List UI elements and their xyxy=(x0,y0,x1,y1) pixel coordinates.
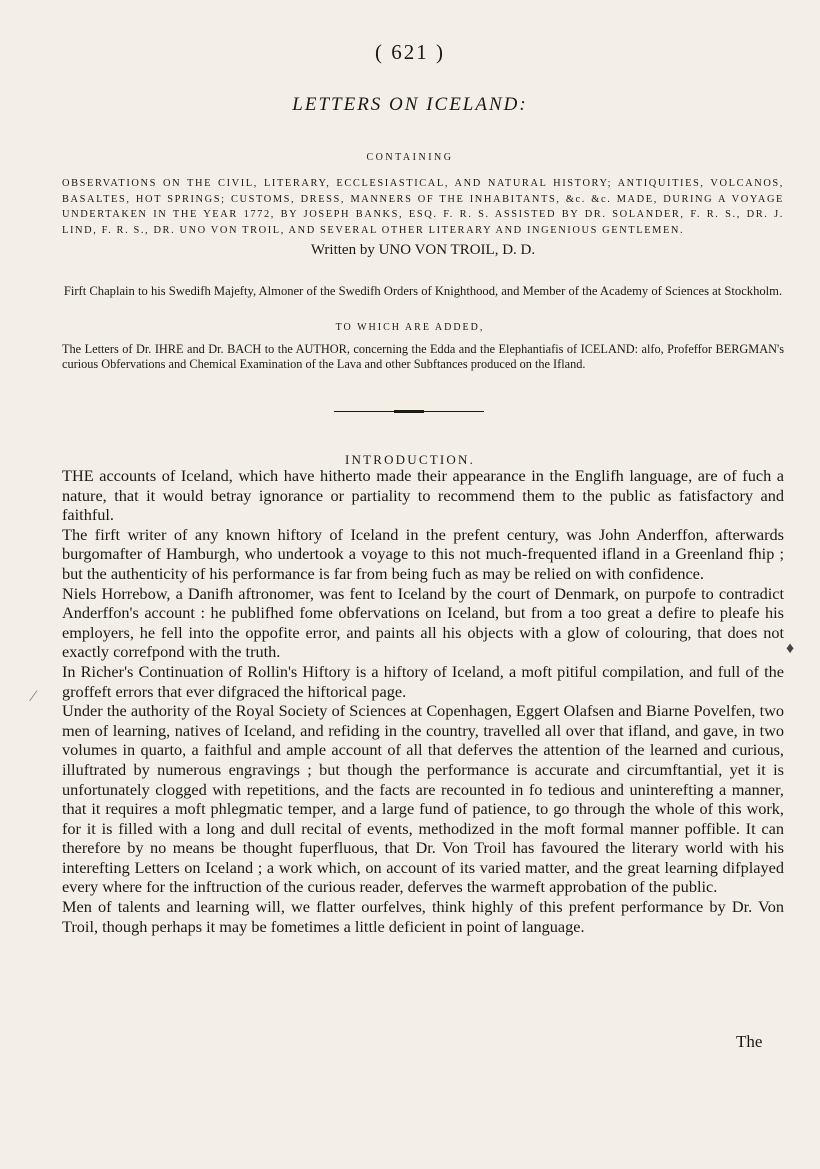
ornamental-rule xyxy=(334,410,484,413)
paragraph: The firft writer of any known hiftory of Iceland in the prefent century, was John Anderffon, afterwards burgomafter of Hamburgh, who undertook a voyage to this not much-frequented ifland in a Greenland fhip ; but the authenticity of his performance is far from being fuch as may be relied on with confidence. xyxy=(62,524,784,583)
paragraph: THE accounts of Iceland, which have hitherto made their appearance in the Englifh language, are of fuch a nature, that it would betray ignorance or partiality to recommend them to the public as fatisfactory and faithful. xyxy=(62,466,784,525)
author-credentials: Firft Chaplain to his Swedifh Majefty, Almoner of the Swedifh Orders of Knighthood, and Member of the Academy of Sciences at Stockholm. xyxy=(63,284,783,298)
margin-mark: ♦ xyxy=(786,640,795,657)
introduction-heading: INTRODUCTION. xyxy=(344,452,476,467)
margin-mark: ⁄ xyxy=(32,688,35,705)
added-heading: TO WHICH ARE ADDED, xyxy=(335,322,485,333)
catchword: The xyxy=(736,1032,763,1051)
author-line: Written by UNO VON TROIL, D. D. xyxy=(310,242,536,258)
containing-label: CONTAINING xyxy=(366,152,454,163)
page-number: ( 621 ) xyxy=(375,40,445,64)
paragraph: Men of talents and learning will, we flatter ourfelves, think highly of this prefent performance by Dr. Von Troil, though perhaps it may be fometimes a little deficient in point of language. xyxy=(62,897,784,936)
page-title: LETTERS ON ICELAND: xyxy=(292,94,528,115)
subtitle-text: OBSERVATIONS ON THE CIVIL, LITERARY, ECCLESIASTICAL, AND NATURAL HISTORY; ANTIQUITIES, VOLCANOS, BASALTES, HOT SPRINGS; CUSTOMS, DRESS, MANNERS OF THE INHABITANTS, &c. &c. MADE, DURING A VOYAGE UNDERTAKEN IN THE YEAR 1772, BY JOSEPH BANKS, ESQ. F. R. S. ASSISTED BY DR. SOLANDER, F. R. S., DR. J. LIND, F. R. S., DR. UNO VON TROIL, AND SEVERAL OTHER LITERARY AND INGENIOUS GENTLEMEN. xyxy=(62,178,784,236)
introduction-body xyxy=(62,466,784,936)
paragraph: Niels Horrebow, a Danifh aftronomer, was fent to Iceland by the court of Denmark, on purpofe to contradict Anderffon's account : he publifhed fome obfervations on Iceland, but from a too great a defire to pleafe his employers, he fell into the oppofite error, and paints all his objects with a glow of colouring, that does not exactly correfpond with the truth. xyxy=(62,583,784,662)
paragraph: In Richer's Continuation of Rollin's Hiftory is a hiftory of Iceland, a moft pitiful compilation, and full of the groffeft errors that ever difgraced the hiftorical page. xyxy=(62,661,784,701)
added-letters-text: The Letters of Dr. IHRE and Dr. BACH to the AUTHOR, concerning the Edda and the Elephantiafis of ICELAND: alfo, Profeffor BERGMAN's curious Obfervations and Chemical Examination of the Lava and other Subftances produced on the Ifland. xyxy=(62,342,784,371)
paragraph: Under the authority of the Royal Society of Sciences at Copenhagen, Eggert Olafsen and Biarne Povelfen, two men of learning, natives of Iceland, and refiding in the country, travelled all over that ifland, and gave, in two volumes in quarto, a faithful and ample account of all that deferves the attention of the learned and curious, illuftrated by numerous engravings ; but though the performance is accurate and circumftantial, yet it is unfortunately clogged with repetitions, and the facts are recounted in fo tedious and uninterefting a manner, that it requires a moft phlegmatic temper, and a large fund of patience, to go through the whole of this work, for it is filled with a long and dull recital of events, methodized in the moft formal manner poffible. It can therefore by no means be thought fuperfluous, that Dr. Von Troil has favoured the literary world with his interefting Letters on Iceland ; a work which, on account of its varied matter, and the great learning difplayed every where for the inftruction of the curious reader, deferves the warmeft approbation of the public. xyxy=(62,701,784,897)
